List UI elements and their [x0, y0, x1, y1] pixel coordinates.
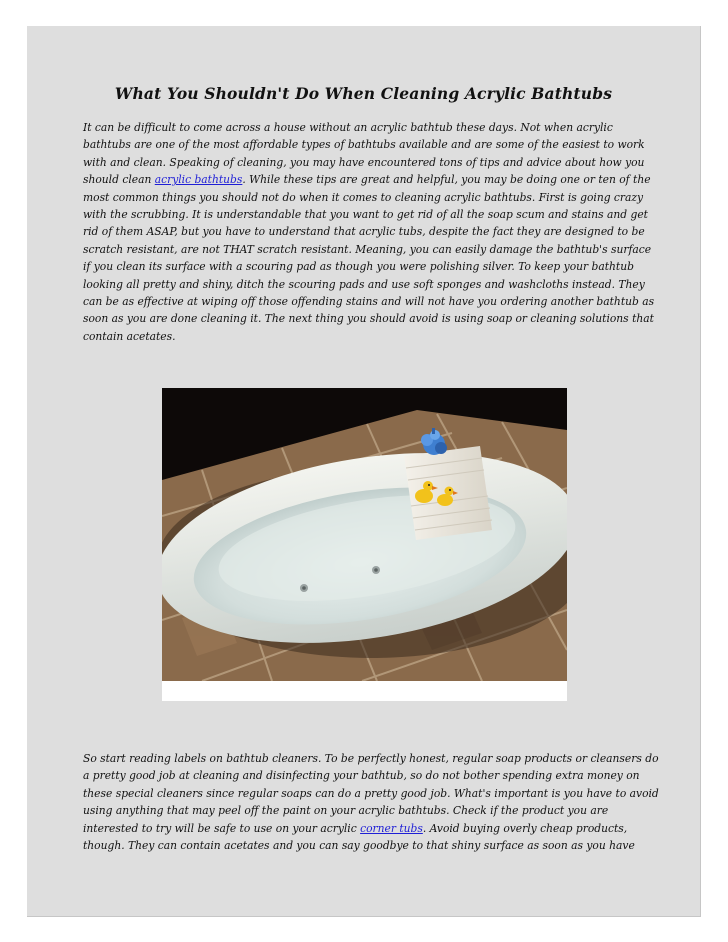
paragraph-2-text-a: So start reading labels on bathtub cleaners. To be perfectly honest, regular soap products or cleansers do a pretty good job at cleaning and disinfecting your bathtub, so do not bother spending extra money on these special cleaners since regular soaps can do a pretty good job. What's important is you have to avoid using anything that may peel off the paint on your acrylic bathtubs. Check if the product you are interested to try will be safe to use on your acrylic [83, 752, 659, 835]
corner-tubs-link[interactable]: corner tubs [360, 821, 423, 835]
bathtub-photo [162, 388, 567, 701]
paragraph-1-text-b: . While these tips are great and helpful, you may be doing one or ten of the most common things you should not do when it comes to cleaning acrylic bathtubs. First is going crazy with the scrubbing. It is understandable that you want to get rid of all the soap scum and stains and get rid of them ASAP, but you have to understand that acrylic tubs, despite the fact they are designed to be scratch resistant, are not THAT scratch resistant. Meaning, you can easily damage the bathtub's surface if you clean its surface with a scouring pad as though you were polishing silver. To keep your bathtub looking all pretty and shiny, ditch the scouring pads and use soft sponges and washcloths instead. They can be as effective at wiping off those offending stains and will not have you ordering another bathtub as soon as you are done cleaning it. The next thing you should avoid is using soap or cleaning solutions that contain acetates. [83, 173, 655, 343]
paragraph-1-text-a: It can be difficult to come across a house without an acrylic bathtub these days. Not when acrylic bathtubs are one of the most affordable types of bathtubs available and are some of the easiest to work with and clean. Speaking of cleaning, you may have encountered tons of tips and advice about how you should clean [83, 121, 645, 187]
paragraph-1 [83, 119, 659, 345]
bathtub-image [162, 388, 567, 701]
paragraph-2 [83, 750, 659, 854]
acrylic-bathtubs-link[interactable]: acrylic bathtubs [154, 173, 243, 187]
document-title: What You Shouldn't Do When Cleaning Acrylic Bathtubs [114, 84, 613, 103]
paragraph-2-text-b: . Avoid buying overly cheap products, though. They can contain acetates and you can say goodbye to that shiny surface as soon as you have [83, 821, 635, 853]
document-page [27, 26, 701, 917]
